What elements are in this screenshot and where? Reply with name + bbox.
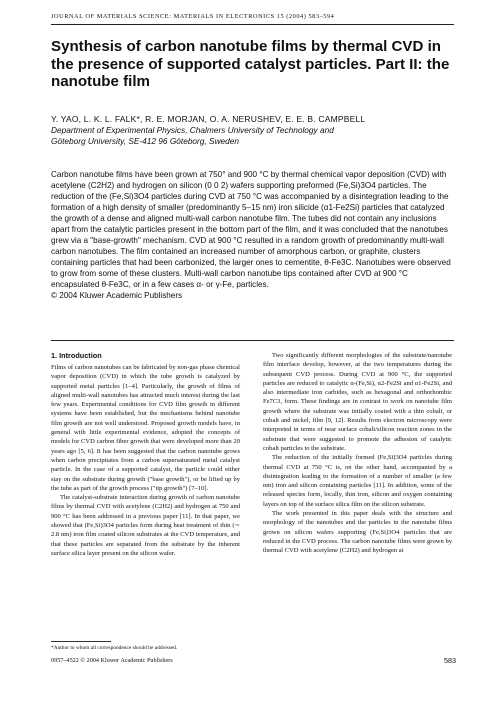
header-rule	[51, 24, 454, 25]
abstract	[51, 169, 455, 301]
body-paragraph: The work presented in this paper deals with the structure and morphology of the nanotubes and the particles in the nanotube films grown on silicon wafers supporting (Fe,Si)3O4 particles that are reduced in the CVD process. The carbon nanotube films were grown by thermal CVD with acetylene (C2H2) and hydrogen at	[263, 510, 452, 555]
body-paragraph: The reduction of the initially formed (Fe,Si)3O4 particles during thermal CVD at 750 °C is, on the other hand, accompanied by a disintegration leading to the formation of a number of smaller (a few nm) iron and silicon containing particles [11]. In addition, some of the released species form, locally, thin iron, silicon and oxygen containing layers on top of the surface silica film on the silicon substrate.	[263, 454, 452, 508]
article-title: Synthesis of carbon nanotube films by thermal CVD in the presence of supported catalyst particles. Part II: the nanotube film	[51, 38, 450, 90]
abstract-rule	[51, 340, 454, 341]
affiliation-line: Department of Experimental Physics, Chalmers University of Technology and	[51, 125, 334, 135]
footnote: *Author to whom all correspondence should be addressed.	[51, 645, 178, 651]
affiliation-line: Göteborg University, SE-412 96 Göteborg, Sweden	[51, 136, 240, 146]
right-column	[263, 351, 452, 556]
body-paragraph: Two significantly different morphologies of the substrate/nanotube film interface develop, however, at the two temperatures during the subsequent CVD process. During CVD at 900 °C, the supported particles are reduced to catalytic α-(Fe,Si), α2-Fe2Si and α1-Fe2Si, and also intermediate iron carbides, such as hexagonal and orthorhombic Fe7C3, form. These findings are in contrast to work on nanotube film growth where the substrate was initially coated with a thin cobalt, or cobalt and nickel, film [9, 12]. Results from electron microscopy were interpreted in terms of near surface cobalt/silicon reaction zones in the substrate that were suggested to promote the adhesion of catalytic cobalt particles to the substrate.	[263, 352, 452, 452]
copyright-notice: © 2004 Kluwer Academic Publishers	[51, 291, 183, 300]
affiliation	[51, 125, 461, 147]
journal-header: JOURNAL OF MATERIALS SCIENCE: MATERIALS IN ELECTRONICS 15 (2004) 583–594	[51, 13, 335, 20]
page-number: 583	[444, 656, 456, 665]
footnote-rule	[51, 641, 111, 642]
abstract-text: Carbon nanotube films have been grown at 750° and 900 °C by thermal chemical vapor deposition (CVD) with acetylene (C2H2) and hydrogen on silicon (0 0 2) wafers supporting preformed (Fe,Si)3O4 particles. The reduction of the (Fe,Si)3O4 particles during CVD at 750 °C was accompanied by a disintegration leading to the formation of a high density of smaller (predominantly 5–15 nm) iron silicide (α1-Fe2Si) particles that catalyzed the growth of a dense and aligned multi-wall carbon nanotube film. The tubes did not contain any inclusions apart from the catalytic particles present in the bottom part of the film, and it was concluded that the nanotubes grew via a "base-growth" mechanism. CVD at 900 °C resulted in a random growth of predominantly multi-wall carbon nanotubes. The film contained an increased number of amorphous carbon, or graphite, clusters containing particles that had been carbonized, the larger ones to cementite, θ-Fe3C. Nanotubes were observed to grow from some of these clusters. Multi-wall carbon nanotube tips contained after CVD at 900 °C encapsulated θ-Fe3C, or in a few cases α- or γ-Fe, particles.	[51, 170, 451, 289]
body-paragraph: The catalyst-substrate interaction during growth of carbon nanotube films by thermal CVD with acetylene (C2H2) and hydrogen at 750 and 900 °C has been addressed in a previous paper [11]. In that paper, we showed that (Fe,Si)3O4 particles form during heat treatment of thin (∼ 2.8 nm) iron film coated silicon substrates at the CVD temperature, and that these particles are separated from the substrate by the inherent surface silica layer present on the silicon wafer.	[51, 494, 240, 557]
body-paragraph: Films of carbon nanotubes can be fabricated by non-gas phase chemical vapor deposition (CVD) in which the tube growth is catalyzed by supported metal particles [1–4]. Particularly, the growth of films of aligned multi-wall nanotubes has attracted much interest during the last few years. Experimental conditions for CVD film growth in different systems have been established, but the mechanisms behind nanotube film growth are not well understood. Proposed growth models have, in general with little experimental evidence, adopted the concepts of models for CVD carbon fiber growth that were developed more than 20 years ago [5, 6]. It has been suggested that the carbon nanotube grows when carbon precipitates from a carbon supersaturated metal catalyst particle. In the case of a supported catalyst, the particle could either stay on the substrate during growth ("base growth"), or be lifted up by the tube as part of the growth process ("tip growth") [7–10].	[51, 364, 240, 492]
section-heading: 1. Introduction	[51, 351, 102, 360]
issn-copyright-footer: 0957–4522 © 2004 Kluwer Academic Publishers	[51, 657, 173, 664]
author-list: Y. YAO, L. K. L. FALK*, R. E. MORJAN, O. A. NERUSHEV, E. E. B. CAMPBELL	[51, 114, 366, 124]
left-column	[51, 351, 240, 558]
